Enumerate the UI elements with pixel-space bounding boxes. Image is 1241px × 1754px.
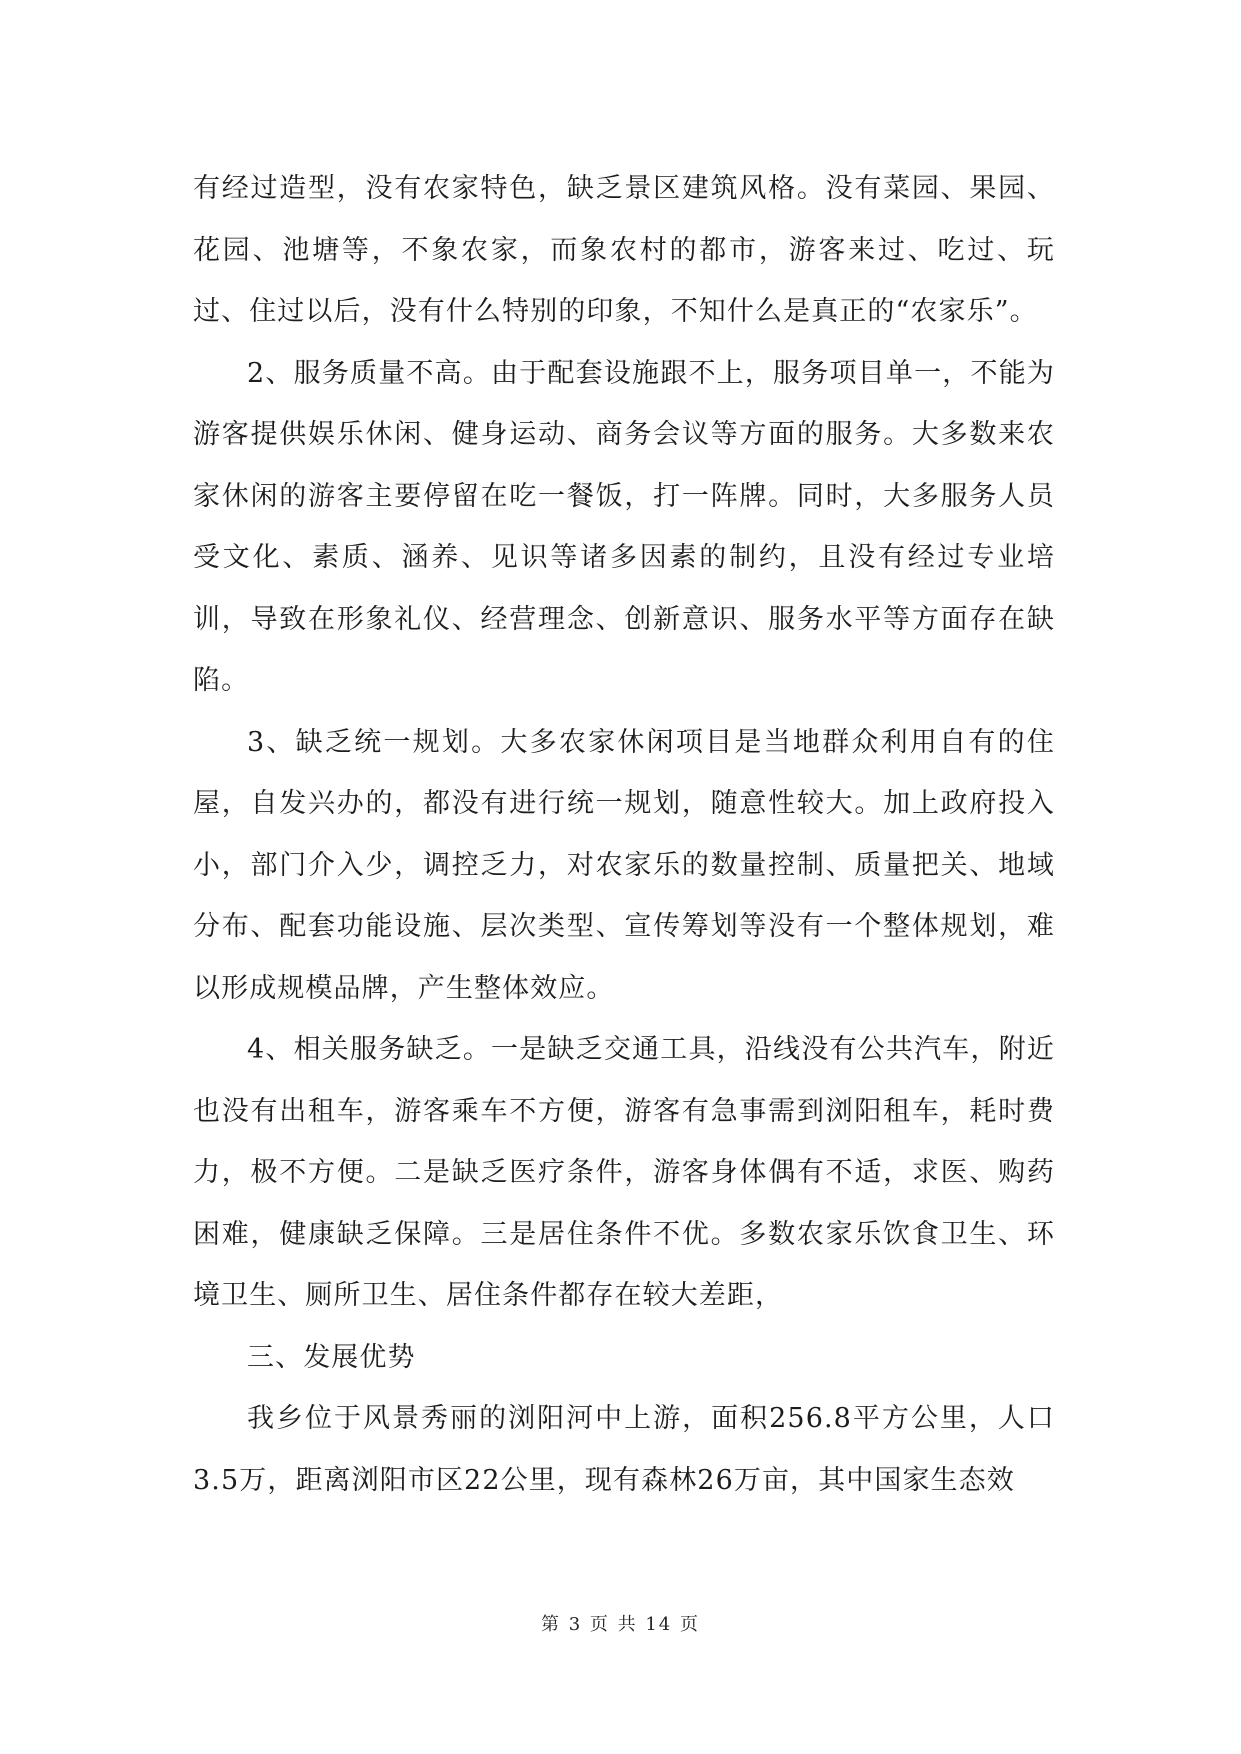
paragraph-2: 2、服务质量不高。由于配套设施跟不上，服务项目单一，不能为游客提供娱乐休闲、健身运动、商务会议等方面的服务。大多数来农家休闲的游客主要停留在吃一餐饭，打一阵牌。同时，大多服务人员受文化、素质、涵养、见识等诸多因素的制约，且没有经过专业培训，导致在形象礼仪、经营理念、创新意识、服务水平等方面存在缺陷。 bbox=[193, 357, 1055, 696]
paragraph-1: 有经过造型，没有农家特色，缺乏景区建筑风格。没有菜园、果园、花园、池塘等，不象农家，而象农村的都市，游客来过、吃过、玩过、住过以后，没有什么特别的印象，不知什么是真正的“农家乐”。 bbox=[193, 173, 1055, 327]
section-heading: 三、发展优势 bbox=[247, 1341, 416, 1373]
paragraph-4: 4、相关服务缺乏。一是缺乏交通工具，沿线没有公共汽车，附近也没有出租车，游客乘车不方便，游客有急事需到浏阳租车，耗时费力，极不方便。二是缺乏医疗条件，游客身体偶有不适，求医、购药困难，健康缺乏保障。三是居住条件不优。多数农家乐饮食卫生、环境卫生、厕所卫生、居住条件都存在较大差距， bbox=[193, 1034, 1055, 1311]
paragraph-3: 3、缺乏统一规划。大多农家休闲项目是当地群众利用自有的住屋，自发兴办的，都没有进行统一规划，随意性较大。加上政府投入小，部门介入少，调控乏力，对农家乐的数量控制、质量把关、地域分布、配套功能设施、层次类型、宣传筹划等没有一个整体规划，难以形成规模品牌，产生整体效应。 bbox=[193, 726, 1055, 1004]
page-footer: 第 3 页 共 14 页 bbox=[541, 1614, 700, 1635]
document-body bbox=[193, 158, 1055, 1511]
paragraph-5: 我乡位于风景秀丽的浏阳河中上游，面积256.8平方公里，人口3.5万，距离浏阳市区22公里，现有森林26万亩，其中国家生态效 bbox=[193, 1403, 1055, 1496]
